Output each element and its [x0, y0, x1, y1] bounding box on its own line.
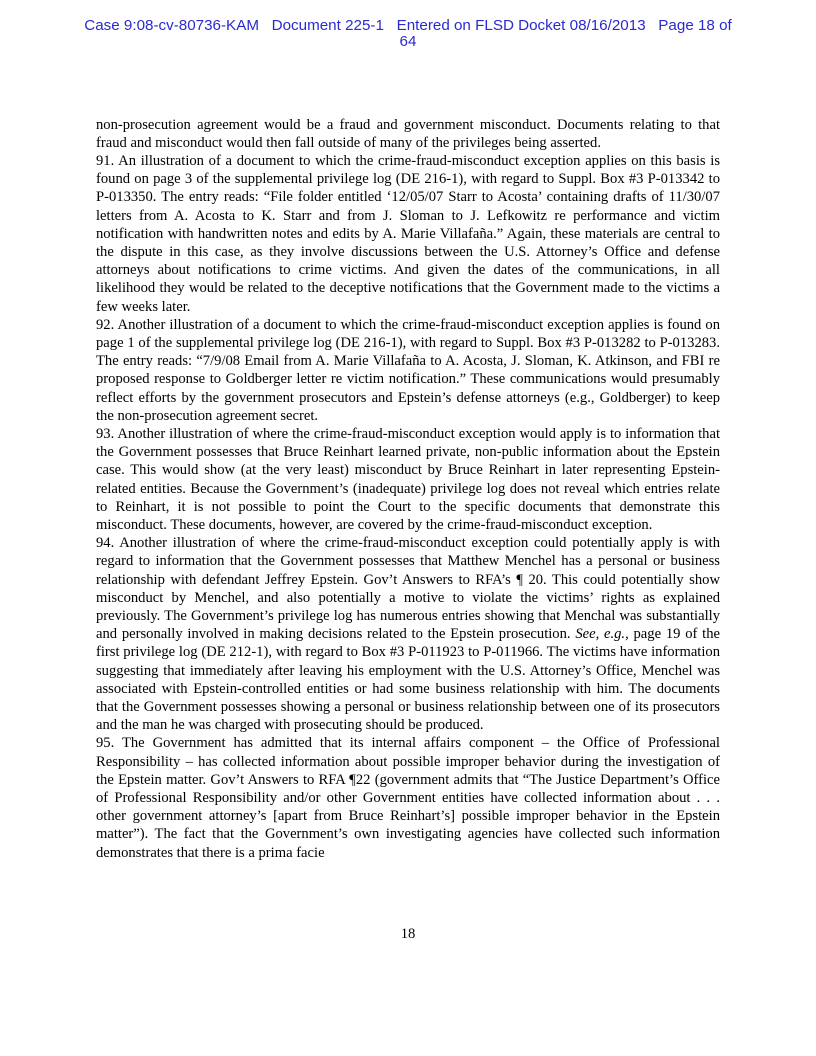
paragraph-number: 91. [96, 152, 115, 169]
paragraph-continued [96, 116, 720, 152]
paragraph-number: 95. [96, 735, 115, 752]
paragraph-95 [96, 734, 720, 861]
paragraph-text: Another illustration of a document to which the crime-fraud-misconduct exception applies is found on page 1 of the supplemental privilege log (DE 216-1), with regard to Suppl. Box #3 P-013282 to P-013283. The entry reads: “7/9/08 Email from A. Marie Villafaña to A. Acosta, J. Sloman, K. Atkinson, and FBI re proposed response to Goldberger letter re victim notification.” These communications would presumably reflect efforts by the government prosecutors and Epstein’s defense attorneys (e.g., Goldberger) to keep the non-prosecution agreement secret. [96, 316, 721, 424]
court-filing-header [60, 18, 756, 50]
citation-signal: See, e.g., [575, 626, 629, 643]
paragraph-92 [96, 316, 720, 425]
paragraph-93 [96, 425, 720, 534]
page-number: 18 [400, 926, 416, 942]
paragraph-number: 92. [96, 316, 115, 333]
paragraph-number: 94. [96, 535, 115, 552]
paragraph-text: An illustration of a document to which the crime-fraud-misconduct exception applies on this basis is found on page 3 of the supplemental privilege log (DE 216-1), with regard to Suppl. Box #3 P-013342 to P-013350. The entry reads: “File folder entitled ‘12/05/07 Starr to Acosta’ containing drafts of 11/30/07 letters from A. Acosta to K. Starr and from J. Sloman to J. Lefkowitz re performance and victim notification with handwritten notes and edits by A. Marie Villafaña.” Again, these materials are central to the dispute in this case, as they involve discussions between the U.S. Attorney’s Office and defense attorneys about notifications to crime victims. And given the dates of the communications, in all likelihood they would be related to the deceptive notifications that the Government made to the victims a few weeks later. [96, 152, 721, 315]
paragraph-text: Another illustration of where the crime-fraud-misconduct exception would apply is to information that the Government possesses that Bruce Reinhart learned private, non-public information about the Epstein case. This would show (at the very least) misconduct by Bruce Reinhart in later representing Epstein-related entities. Because the Government’s (inadequate) privilege log does not reveal which entries relate to Reinhart, it is not possible to point the Court to the specific documents that demonstrate this misconduct. These documents, however, are covered by the crime-fraud-misconduct exception. [96, 425, 721, 533]
case-stamp-line-2: 64 [399, 33, 417, 50]
paragraph-text: non-prosecution agreement would be a fraud and government misconduct. Documents relating to that fraud and misconduct would then fall outside of many of the privileges being asserted. [96, 116, 720, 151]
paragraph-94 [96, 534, 720, 734]
paragraph-text-continued: page 19 of the first privilege log (DE 212-1), with regard to Box #3 P-011923 to P-011966. The victims have information suggesting that immediately after leaving his employment with the U.S. Attorney’s Office, Menchel was associated with Epstein-controlled entities or had some business relationship with him. The documents that the Government possesses showing a personal or business relationship between one of its prosecutors and the man he was charged with prosecuting should be produced. [96, 626, 720, 734]
paragraph-91 [96, 152, 720, 316]
paragraph-text: The Government has admitted that its internal affairs component – the Office of Professional Responsibility – has collected information about possible improper behavior during the investigation of the Epstein matter. Gov’t Answers to RFA ¶22 (government admits that “The Justice Department’s Office of Professional Responsibility and/or other Government entities have collected information about . . . other government attorney’s [apart from Bruce Reinhart’s] possible improper behavior in the Epstein matter”). The fact that the Government’s own investigating agencies have collected such information demonstrates that there is a prima facie [96, 735, 720, 861]
paragraph-number: 93. [96, 425, 115, 442]
case-stamp-line-1: Case 9:08-cv-80736-KAM Document 225-1 Entered on FLSD Docket 08/16/2013 Page 18 of [84, 17, 732, 34]
paragraph-text: Another illustration of where the crime-fraud-misconduct exception could potentially apply is with regard to information that the Government possesses that Matthew Menchel has a personal or business relationship with defendant Jeffrey Epstein. Gov’t Answers to RFA’s ¶ 20. This could potentially show misconduct by Menchel, and also potentially a motive to violate the victims’ rights as explained previously. The Government’s privilege log has numerous entries showing that Menchal was substantially and personally involved in making decisions related to the Epstein prosecution. [96, 535, 721, 643]
document-body [96, 116, 720, 862]
